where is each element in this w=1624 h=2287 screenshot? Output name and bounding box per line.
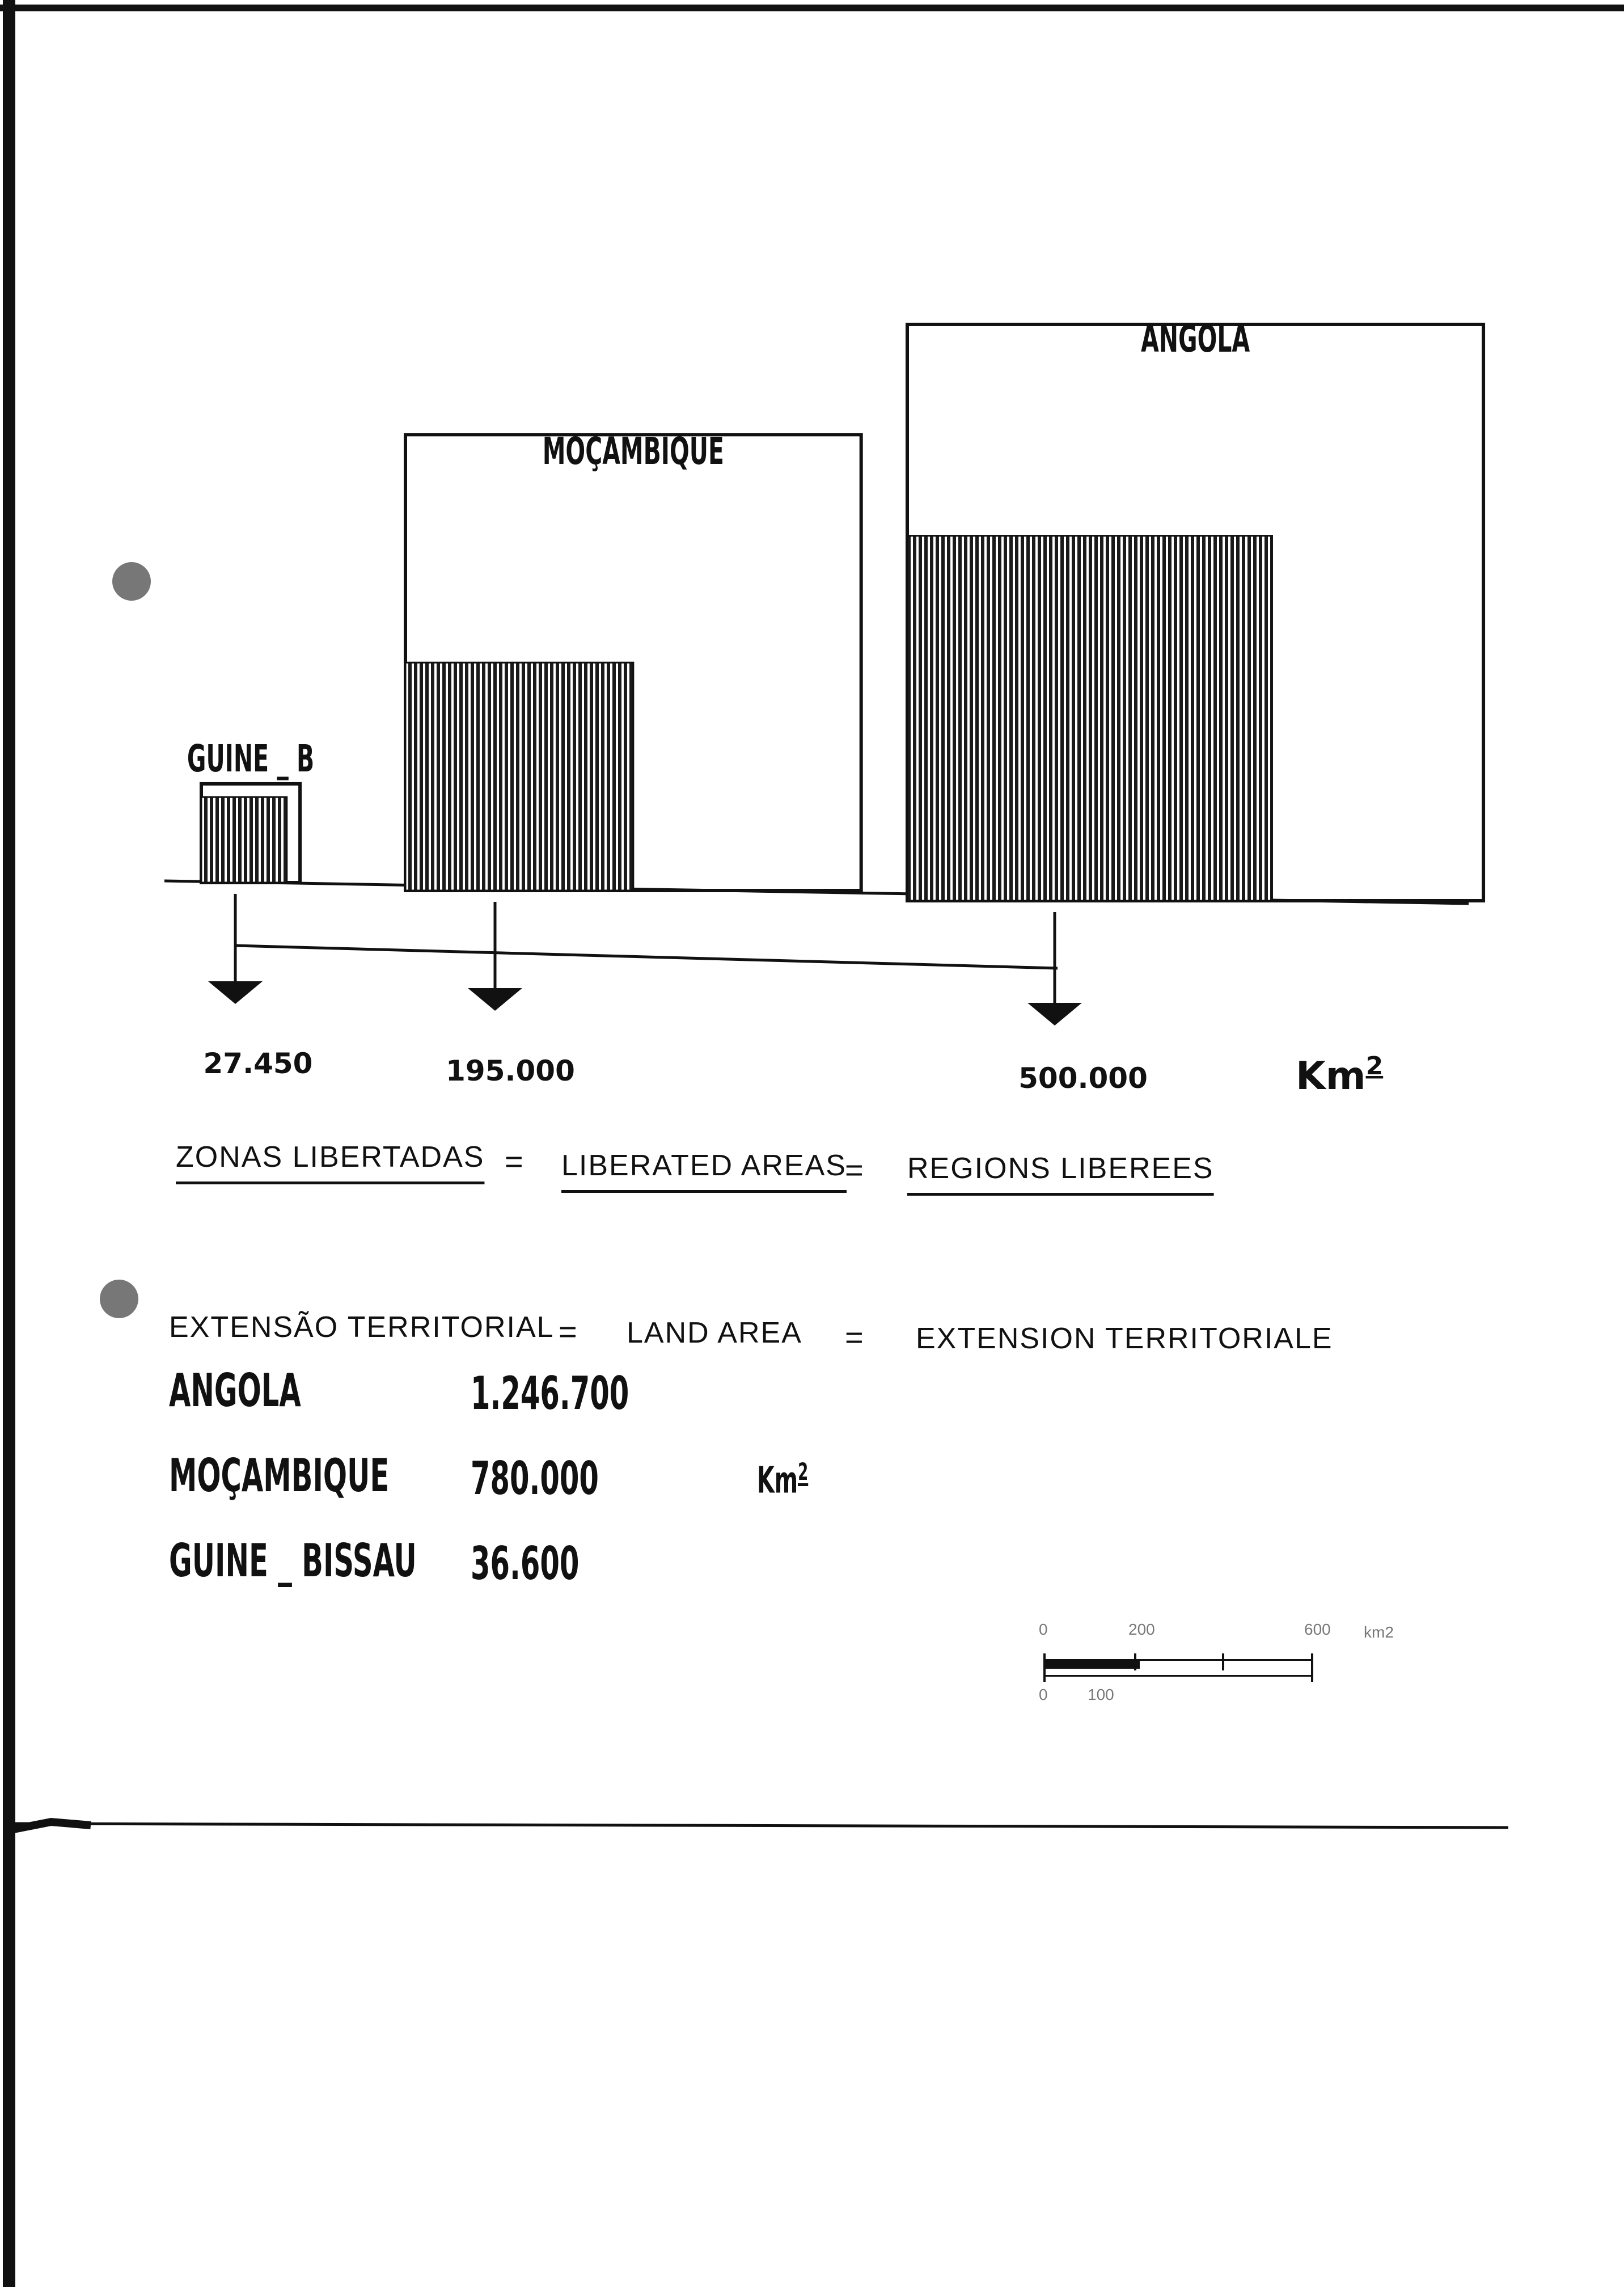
down-arrow-icon [468,988,522,1011]
scale-bar-tick-label: 600 [1304,1621,1331,1638]
scale-bar-tick [1043,1653,1046,1682]
land-table-unit: Km$^2$ [757,1458,809,1502]
value-markers [204,894,1384,1099]
scale-bar-rule-lower [1043,1675,1313,1677]
equals-sign: = [845,1152,864,1188]
liberated-area-square-angola [907,536,1272,901]
legend-extensao-territorial: EXTENSÃO TERRITORIAL [169,1311,555,1344]
down-arrow-icon [208,981,263,1004]
legend-liberated-areas: LIBERATED AREAS [561,1149,847,1182]
liberated-value-label-mo-ambique: 195.000 [446,1054,575,1087]
scale-bar-tick [1311,1653,1313,1682]
equals-sign: = [845,1319,864,1355]
scale-bar-fill [1043,1661,1140,1669]
scale-bar-tick-label: 100 [1088,1686,1114,1703]
land-table-name-angola: ANGOLA [169,1364,301,1417]
liberated-area-square-guine-b [201,797,287,883]
liberated-value-label-angola: 500.000 [1018,1062,1148,1095]
land-table-name-guine-bissau: GUINE _ BISSAU [169,1534,417,1587]
punch-hole [112,562,151,601]
country-label-mo-ambique: MOÇAMBIQUE [542,429,724,473]
legend-land-area: LAND AREA [627,1316,802,1349]
country-bars [187,317,1483,901]
legend-zonas-libertadas: ZONAS LIBERTADAS [176,1141,485,1174]
liberated-value-label-guine-b: 27.450 [203,1047,313,1080]
down-arrow-icon [1027,1003,1082,1026]
liberated-area-square-mo-ambique [405,663,633,891]
equals-sign: = [505,1144,523,1179]
scale-bar-tick-label: 0 [1039,1621,1048,1638]
land-table-name-mocambique: MOÇAMBIQUE [169,1449,390,1502]
scale-bar-tick [1134,1653,1136,1670]
chart-unit-label: Km$^2$ [1296,1052,1384,1099]
scale-bar-tick [1222,1653,1224,1670]
country-label-angola: ANGOLA [1141,317,1250,361]
land-table-value-mocambique: 780.000 [471,1452,599,1505]
country-label-guine-b: GUINE _ B [187,736,315,780]
scale-bar [1043,1653,1313,1682]
land-table-value-angola: 1.246.700 [471,1367,629,1420]
page-divider-left [14,1822,91,1829]
land-table-value-guine-bissau: 36.600 [471,1537,580,1590]
legend-extension-territoriale: EXTENSION TERRITORIALE [916,1322,1333,1355]
punch-hole [100,1280,138,1318]
scale-bar-unit: km2 [1364,1623,1394,1641]
page-divider [14,1824,1508,1828]
scale-bar-tick-label: 0 [1039,1686,1048,1703]
bracket-line [235,946,1058,968]
scale-bar-tick-label: 200 [1128,1621,1155,1638]
equals-sign: = [559,1314,577,1349]
legend-regions-liberees: REGIONS LIBEREES [907,1152,1214,1185]
